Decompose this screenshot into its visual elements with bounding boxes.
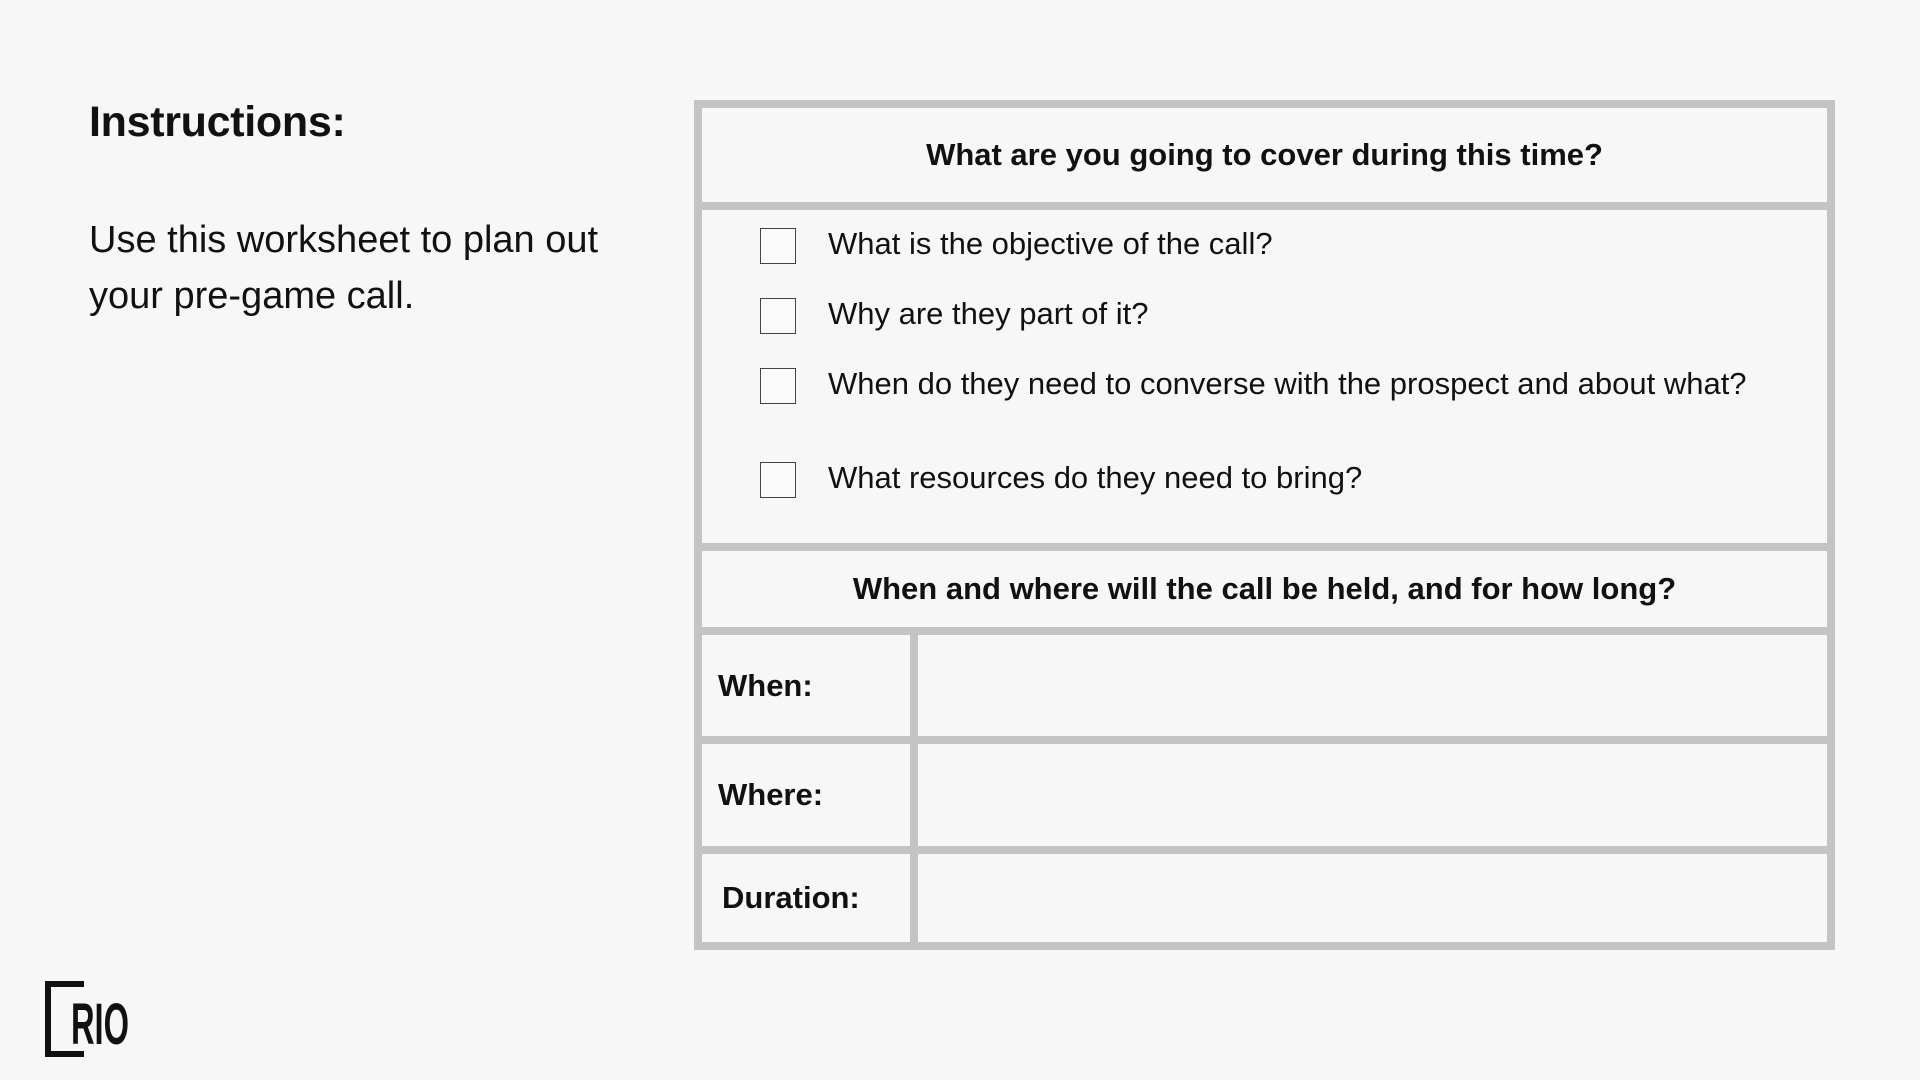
when-field[interactable] — [918, 635, 1827, 736]
divider — [702, 543, 1827, 551]
svg-text:RIO: RIO — [71, 992, 129, 1057]
checklist-item-why — [760, 296, 1790, 334]
worksheet-table — [694, 100, 1835, 950]
where-field[interactable] — [918, 744, 1827, 846]
rio-logo-icon — [44, 981, 132, 1057]
instructions-heading: Instructions: — [89, 98, 346, 146]
checklist-item-when-converse — [760, 366, 1790, 404]
divider — [702, 627, 1827, 635]
duration-field[interactable] — [918, 854, 1827, 942]
checkbox[interactable] — [760, 462, 796, 498]
when-label: When: — [718, 667, 813, 703]
divider — [702, 202, 1827, 210]
schedule-section-heading: When and where will the call be held, and for how long? — [852, 571, 1677, 606]
checklist-item-resources — [760, 460, 1790, 498]
duration-label: Duration: — [722, 880, 860, 915]
cover-section-heading: What are you going to cover during this time? — [926, 137, 1603, 172]
instructions-text: Use this worksheet to plan out your pre-game call. — [89, 219, 599, 317]
column-divider — [910, 635, 918, 942]
checkbox[interactable] — [760, 298, 796, 334]
checklist — [702, 210, 1827, 543]
checkbox[interactable] — [760, 368, 796, 404]
divider — [702, 846, 1827, 854]
checklist-item-objective — [760, 226, 1790, 264]
checklist-label: When do they need to converse with the prospect and about what? — [828, 366, 1747, 401]
checkbox[interactable] — [760, 228, 796, 264]
checklist-label: What is the objective of the call? — [828, 226, 1273, 261]
where-label: Where: — [718, 777, 824, 812]
checklist-label: Why are they part of it? — [828, 296, 1149, 331]
checklist-label: What resources do they need to bring? — [828, 460, 1363, 495]
divider — [702, 736, 1827, 744]
